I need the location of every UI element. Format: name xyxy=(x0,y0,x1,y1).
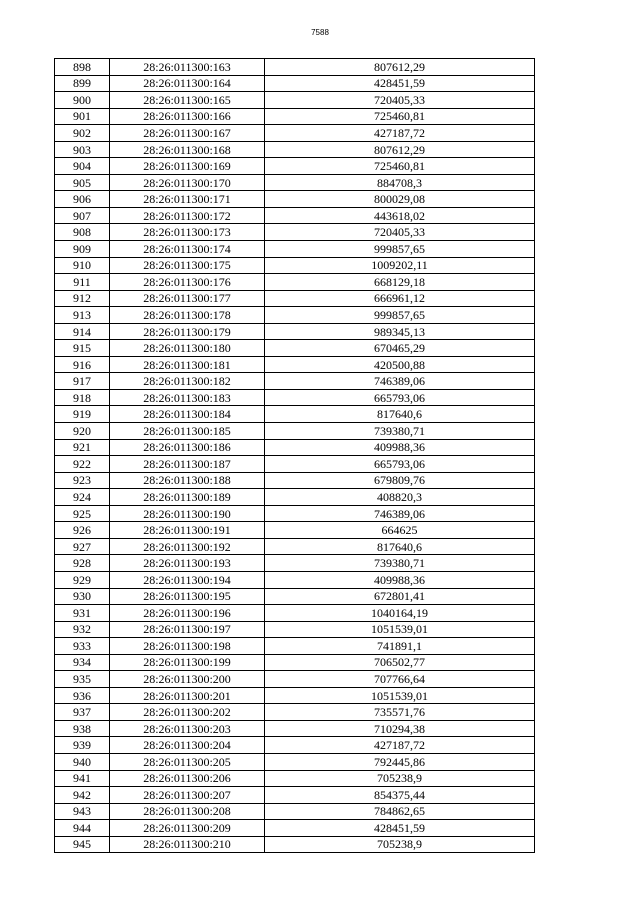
row-number-cell: 934 xyxy=(55,654,110,671)
row-number-cell: 905 xyxy=(55,174,110,191)
row-number-cell: 933 xyxy=(55,638,110,655)
row-number-cell: 910 xyxy=(55,257,110,274)
table-row xyxy=(55,373,535,390)
cadastral-value-cell: 854375,44 xyxy=(265,787,535,804)
cadastral-number-cell: 28:26:011300:198 xyxy=(110,638,265,655)
cadastral-value-cell: 1051539,01 xyxy=(265,621,535,638)
row-number-cell: 920 xyxy=(55,423,110,440)
cadastral-value-cell: 807612,29 xyxy=(265,59,535,76)
cadastral-value-cell: 443618,02 xyxy=(265,207,535,224)
cadastral-number-cell: 28:26:011300:192 xyxy=(110,538,265,555)
row-number-cell: 922 xyxy=(55,456,110,473)
table-row xyxy=(55,787,535,804)
cadastral-value-cell: 672801,41 xyxy=(265,588,535,605)
table-row xyxy=(55,274,535,291)
row-number-cell: 908 xyxy=(55,224,110,241)
cadastral-number-cell: 28:26:011300:165 xyxy=(110,92,265,109)
table-row xyxy=(55,406,535,423)
row-number-cell: 899 xyxy=(55,75,110,92)
cadastral-number-cell: 28:26:011300:190 xyxy=(110,505,265,522)
row-number-cell: 903 xyxy=(55,141,110,158)
cadastral-value-cell: 746389,06 xyxy=(265,373,535,390)
table-row xyxy=(55,439,535,456)
table-row xyxy=(55,671,535,688)
cadastral-value-cell: 739380,71 xyxy=(265,555,535,572)
cadastral-value-table xyxy=(54,58,535,853)
cadastral-value-cell: 784862,65 xyxy=(265,803,535,820)
cadastral-value-cell: 666961,12 xyxy=(265,290,535,307)
table-row xyxy=(55,571,535,588)
table-row xyxy=(55,538,535,555)
cadastral-number-cell: 28:26:011300:193 xyxy=(110,555,265,572)
table-row xyxy=(55,836,535,853)
cadastral-number-cell: 28:26:011300:173 xyxy=(110,224,265,241)
cadastral-value-cell: 668129,18 xyxy=(265,274,535,291)
row-number-cell: 937 xyxy=(55,704,110,721)
row-number-cell: 930 xyxy=(55,588,110,605)
cadastral-value-cell: 427187,72 xyxy=(265,737,535,754)
cadastral-number-cell: 28:26:011300:210 xyxy=(110,836,265,853)
row-number-cell: 911 xyxy=(55,274,110,291)
cadastral-number-cell: 28:26:011300:167 xyxy=(110,125,265,142)
table-row xyxy=(55,638,535,655)
row-number-cell: 944 xyxy=(55,820,110,837)
row-number-cell: 924 xyxy=(55,489,110,506)
cadastral-number-cell: 28:26:011300:209 xyxy=(110,820,265,837)
row-number-cell: 914 xyxy=(55,323,110,340)
row-number-cell: 907 xyxy=(55,207,110,224)
row-number-cell: 936 xyxy=(55,687,110,704)
row-number-cell: 917 xyxy=(55,373,110,390)
cadastral-value-cell: 705238,9 xyxy=(265,836,535,853)
table-row xyxy=(55,257,535,274)
row-number-cell: 898 xyxy=(55,59,110,76)
row-number-cell: 938 xyxy=(55,720,110,737)
cadastral-number-cell: 28:26:011300:189 xyxy=(110,489,265,506)
table-row xyxy=(55,174,535,191)
table-row xyxy=(55,820,535,837)
row-number-cell: 926 xyxy=(55,522,110,539)
cadastral-number-cell: 28:26:011300:174 xyxy=(110,241,265,258)
cadastral-value-cell: 817640,6 xyxy=(265,406,535,423)
table-row xyxy=(55,753,535,770)
table-row xyxy=(55,654,535,671)
row-number-cell: 915 xyxy=(55,340,110,357)
cadastral-value-cell: 428451,59 xyxy=(265,75,535,92)
row-number-cell: 945 xyxy=(55,836,110,853)
table-row xyxy=(55,356,535,373)
cadastral-number-cell: 28:26:011300:187 xyxy=(110,456,265,473)
cadastral-number-cell: 28:26:011300:185 xyxy=(110,423,265,440)
cadastral-value-cell: 746389,06 xyxy=(265,505,535,522)
table-row xyxy=(55,141,535,158)
cadastral-number-cell: 28:26:011300:163 xyxy=(110,59,265,76)
cadastral-value-cell: 735571,76 xyxy=(265,704,535,721)
row-number-cell: 927 xyxy=(55,538,110,555)
cadastral-value-cell: 817640,6 xyxy=(265,538,535,555)
cadastral-number-cell: 28:26:011300:191 xyxy=(110,522,265,539)
cadastral-number-cell: 28:26:011300:166 xyxy=(110,108,265,125)
row-number-cell: 901 xyxy=(55,108,110,125)
row-number-cell: 918 xyxy=(55,389,110,406)
table-row xyxy=(55,191,535,208)
table-row xyxy=(55,456,535,473)
cadastral-number-cell: 28:26:011300:183 xyxy=(110,389,265,406)
table-row xyxy=(55,125,535,142)
cadastral-value-cell: 427187,72 xyxy=(265,125,535,142)
table-row xyxy=(55,505,535,522)
cadastral-number-cell: 28:26:011300:172 xyxy=(110,207,265,224)
cadastral-value-cell: 670465,29 xyxy=(265,340,535,357)
table-row xyxy=(55,555,535,572)
cadastral-number-cell: 28:26:011300:180 xyxy=(110,340,265,357)
row-number-cell: 923 xyxy=(55,472,110,489)
cadastral-number-cell: 28:26:011300:204 xyxy=(110,737,265,754)
row-number-cell: 912 xyxy=(55,290,110,307)
cadastral-number-cell: 28:26:011300:194 xyxy=(110,571,265,588)
cadastral-value-cell: 409988,36 xyxy=(265,571,535,588)
cadastral-value-cell: 664625 xyxy=(265,522,535,539)
row-number-cell: 904 xyxy=(55,158,110,175)
table-row xyxy=(55,423,535,440)
table-row xyxy=(55,737,535,754)
row-number-cell: 921 xyxy=(55,439,110,456)
cadastral-value-cell: 792445,86 xyxy=(265,753,535,770)
row-number-cell: 900 xyxy=(55,92,110,109)
cadastral-number-cell: 28:26:011300:168 xyxy=(110,141,265,158)
cadastral-value-cell: 999857,65 xyxy=(265,241,535,258)
cadastral-value-cell: 1051539,01 xyxy=(265,687,535,704)
cadastral-value-cell: 884708,3 xyxy=(265,174,535,191)
cadastral-value-cell: 989345,13 xyxy=(265,323,535,340)
table-row xyxy=(55,720,535,737)
cadastral-value-cell: 705238,9 xyxy=(265,770,535,787)
cadastral-number-cell: 28:26:011300:181 xyxy=(110,356,265,373)
cadastral-value-cell: 725460,81 xyxy=(265,158,535,175)
table-row xyxy=(55,92,535,109)
row-number-cell: 942 xyxy=(55,787,110,804)
cadastral-value-cell: 665793,06 xyxy=(265,389,535,406)
cadastral-number-cell: 28:26:011300:206 xyxy=(110,770,265,787)
cadastral-value-cell: 428451,59 xyxy=(265,820,535,837)
cadastral-number-cell: 28:26:011300:179 xyxy=(110,323,265,340)
row-number-cell: 932 xyxy=(55,621,110,638)
cadastral-number-cell: 28:26:011300:197 xyxy=(110,621,265,638)
row-number-cell: 940 xyxy=(55,753,110,770)
table-row xyxy=(55,588,535,605)
table-row xyxy=(55,224,535,241)
row-number-cell: 941 xyxy=(55,770,110,787)
cadastral-number-cell: 28:26:011300:208 xyxy=(110,803,265,820)
cadastral-value-cell: 1040164,19 xyxy=(265,605,535,622)
row-number-cell: 943 xyxy=(55,803,110,820)
cadastral-number-cell: 28:26:011300:186 xyxy=(110,439,265,456)
row-number-cell: 909 xyxy=(55,241,110,258)
cadastral-value-cell: 665793,06 xyxy=(265,456,535,473)
table-row xyxy=(55,687,535,704)
row-number-cell: 916 xyxy=(55,356,110,373)
cadastral-number-cell: 28:26:011300:178 xyxy=(110,307,265,324)
row-number-cell: 902 xyxy=(55,125,110,142)
cadastral-number-cell: 28:26:011300:199 xyxy=(110,654,265,671)
row-number-cell: 935 xyxy=(55,671,110,688)
cadastral-number-cell: 28:26:011300:207 xyxy=(110,787,265,804)
row-number-cell: 931 xyxy=(55,605,110,622)
cadastral-value-cell: 420500,88 xyxy=(265,356,535,373)
cadastral-value-cell: 725460,81 xyxy=(265,108,535,125)
cadastral-number-cell: 28:26:011300:188 xyxy=(110,472,265,489)
cadastral-value-cell: 707766,64 xyxy=(265,671,535,688)
table-row xyxy=(55,59,535,76)
row-number-cell: 906 xyxy=(55,191,110,208)
table-row xyxy=(55,323,535,340)
row-number-cell: 919 xyxy=(55,406,110,423)
cadastral-number-cell: 28:26:011300:201 xyxy=(110,687,265,704)
cadastral-number-cell: 28:26:011300:205 xyxy=(110,753,265,770)
cadastral-value-cell: 706502,77 xyxy=(265,654,535,671)
cadastral-value-cell: 720405,33 xyxy=(265,92,535,109)
table-row xyxy=(55,472,535,489)
cadastral-number-cell: 28:26:011300:200 xyxy=(110,671,265,688)
cadastral-number-cell: 28:26:011300:171 xyxy=(110,191,265,208)
cadastral-value-cell: 409988,36 xyxy=(265,439,535,456)
cadastral-value-cell: 720405,33 xyxy=(265,224,535,241)
table-row xyxy=(55,108,535,125)
table-row xyxy=(55,158,535,175)
cadastral-value-cell: 408820,3 xyxy=(265,489,535,506)
table-row xyxy=(55,489,535,506)
cadastral-value-cell: 739380,71 xyxy=(265,423,535,440)
table-row xyxy=(55,770,535,787)
row-number-cell: 925 xyxy=(55,505,110,522)
cadastral-number-cell: 28:26:011300:184 xyxy=(110,406,265,423)
table-body xyxy=(55,59,535,853)
cadastral-number-cell: 28:26:011300:202 xyxy=(110,704,265,721)
table-row xyxy=(55,621,535,638)
cadastral-number-cell: 28:26:011300:169 xyxy=(110,158,265,175)
table-row xyxy=(55,290,535,307)
cadastral-value-cell: 710294,38 xyxy=(265,720,535,737)
cadastral-number-cell: 28:26:011300:195 xyxy=(110,588,265,605)
cadastral-value-cell: 999857,65 xyxy=(265,307,535,324)
table-row xyxy=(55,803,535,820)
cadastral-number-cell: 28:26:011300:170 xyxy=(110,174,265,191)
row-number-cell: 928 xyxy=(55,555,110,572)
table-row xyxy=(55,207,535,224)
table-row xyxy=(55,522,535,539)
cadastral-value-cell: 800029,08 xyxy=(265,191,535,208)
cadastral-number-cell: 28:26:011300:182 xyxy=(110,373,265,390)
table-row xyxy=(55,704,535,721)
cadastral-value-cell: 1009202,11 xyxy=(265,257,535,274)
cadastral-value-cell: 741891,1 xyxy=(265,638,535,655)
cadastral-number-cell: 28:26:011300:203 xyxy=(110,720,265,737)
table-row xyxy=(55,340,535,357)
cadastral-number-cell: 28:26:011300:177 xyxy=(110,290,265,307)
cadastral-number-cell: 28:26:011300:176 xyxy=(110,274,265,291)
row-number-cell: 913 xyxy=(55,307,110,324)
table-row xyxy=(55,75,535,92)
page-number: 7588 xyxy=(311,28,329,37)
cadastral-number-cell: 28:26:011300:196 xyxy=(110,605,265,622)
row-number-cell: 929 xyxy=(55,571,110,588)
cadastral-number-cell: 28:26:011300:164 xyxy=(110,75,265,92)
table-row xyxy=(55,605,535,622)
row-number-cell: 939 xyxy=(55,737,110,754)
cadastral-number-cell: 28:26:011300:175 xyxy=(110,257,265,274)
cadastral-value-cell: 679809,76 xyxy=(265,472,535,489)
table-row xyxy=(55,389,535,406)
table-row xyxy=(55,241,535,258)
cadastral-value-cell: 807612,29 xyxy=(265,141,535,158)
table-row xyxy=(55,307,535,324)
